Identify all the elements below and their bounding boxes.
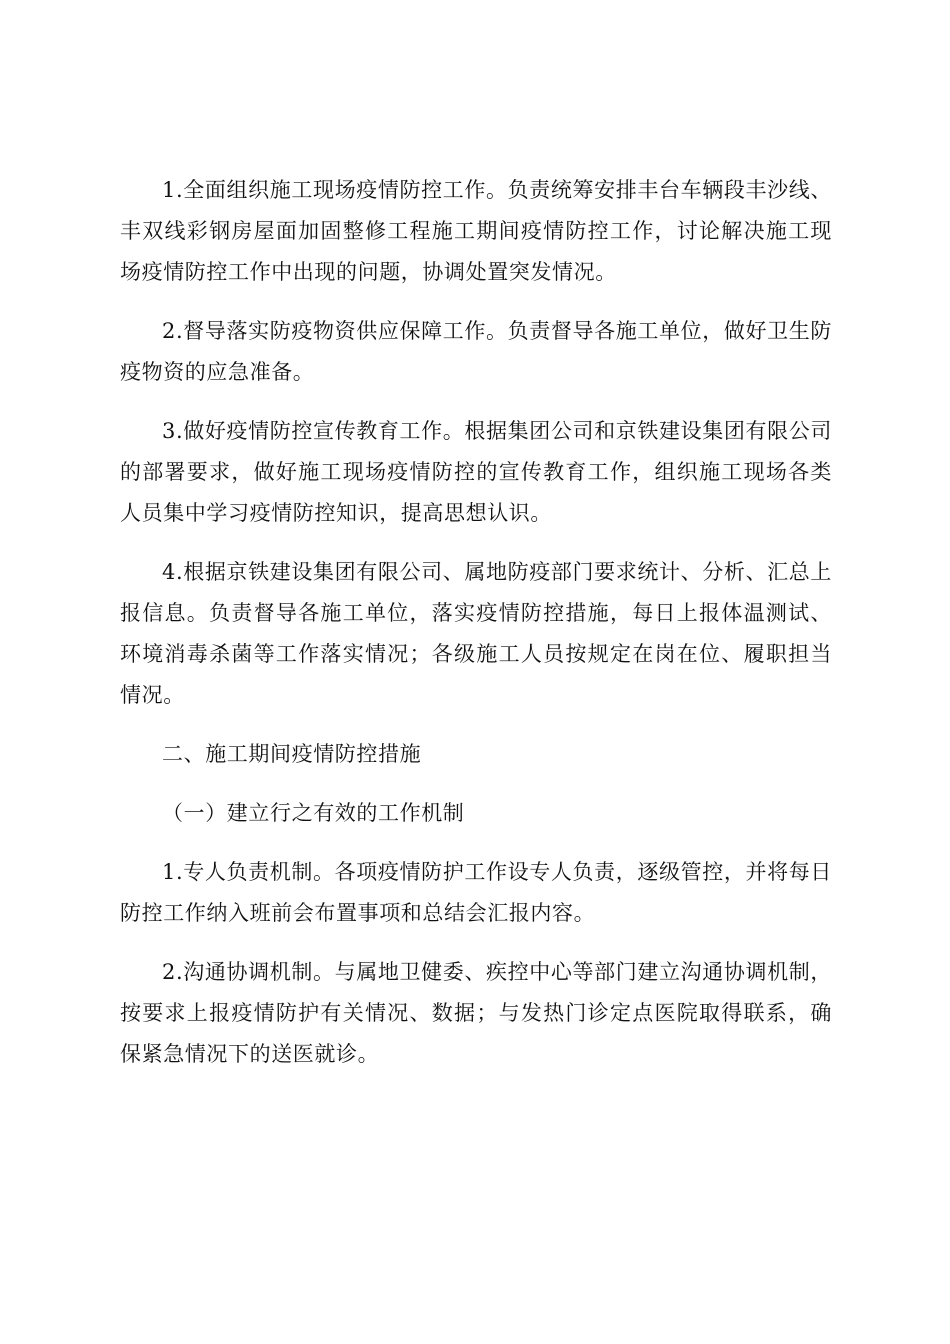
paragraph-1: 1.全面组织施工现场疫情防控工作。负责统筹安排丰台车辆段丰沙线、丰双线彩钢房屋面加固整修工程施工期间疫情防控工作，讨论解决施工现场疫情防控工作中出现的问题，协调处置突发情况。 (120, 178, 832, 284)
subsection-paragraph-1: 1.专人负责机制。各项疫情防护工作设专人负责，逐级管控，并将每日防控工作纳入班前会布置事项和总结会汇报内容。 (120, 860, 832, 925)
paragraph-3: 3.做好疫情防控宣传教育工作。根据集团公司和京铁建设集团有限公司的部署要求，做好施工现场疫情防控的宣传教育工作，组织施工现场各类人员集中学习疫情防控知识，提高思想认识。 (120, 419, 832, 525)
subsection-heading: （一）建立行之有效的工作机制 (162, 801, 465, 825)
document-body (120, 170, 832, 1093)
paragraph-4: 4.根据京铁建设集团有限公司、属地防疫部门要求统计、分析、汇总上报信息。负责督导各施工单位，落实疫情防控措施，每日上报体温测试、环境消毒杀菌等工作落实情况；各级施工人员按规定在岗在位、履职担当情况。 (120, 560, 832, 707)
paragraph-2: 2.督导落实防疫物资供应保障工作。负责督导各施工单位，做好卫生防疫物资的应急准备。 (120, 319, 832, 384)
subsection-paragraph-2: 2.沟通协调机制。与属地卫健委、疾控中心等部门建立沟通协调机制，按要求上报疫情防护有关情况、数据；与发热门诊定点医院取得联系，确保紧急情况下的送医就诊。 (120, 960, 832, 1066)
section-heading: 二、施工期间疫情防控措施 (162, 742, 422, 766)
